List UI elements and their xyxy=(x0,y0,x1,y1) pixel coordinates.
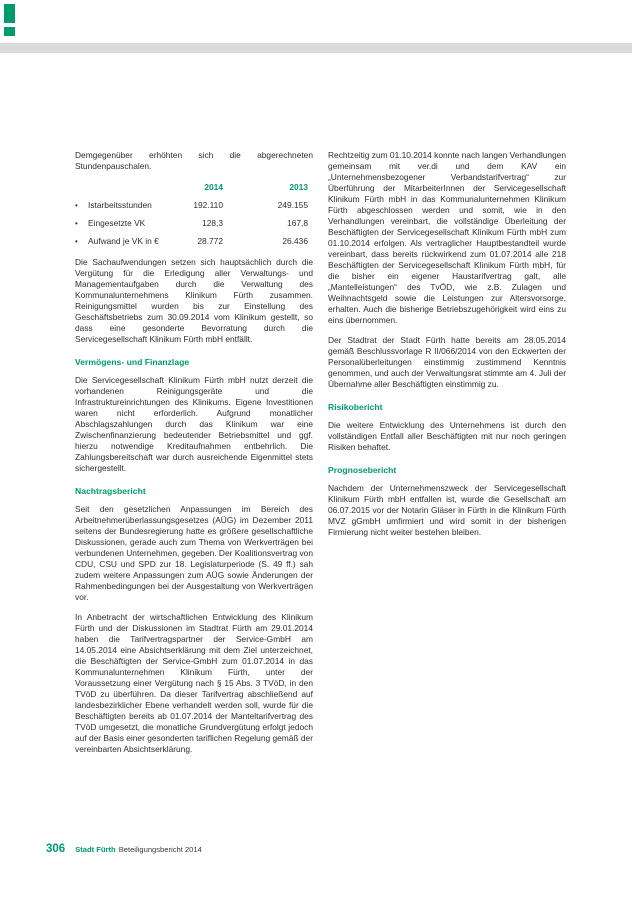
row-value-2014: 192.110 xyxy=(193,200,223,210)
paragraph-nachtrag-2: In Anbetracht der wirtschaftlichen Entwicklung des Klinikum Fürth und der Diskussionen im Stadtrat Fürth am 29.01.2014 haben die Tarifvertragspartner der Service-GmbH am 14.05.2014 eine Absichtserklärung mit dem Ziel unterzeichnet, die Beschäftigten der Service-GmbH zum 01.07.2014 in das Kommunalunternehmen Klinikum Fürth, unter der Voraussetzung einer Vergütung nach § 15 Abs. 3 TVöD, in den TVöD zu überführen. Da dieser Tarifvertrag abschließend auf landesbezirklicher Ebene verhandelt werden soll, wurde für die Beschäftigten bereits ab 01.07.2014 der Manteltarifvertrag des TVöD umgesetzt, die monatliche Grundvergütung erfolgt jedoch auf der Basis einer gesonderten tariflichen Regelung gemäß der vereinbarten Absichtserklärung. xyxy=(75,612,313,754)
footer-report-title: Beteiligungsbericht 2014 xyxy=(118,845,202,854)
section-heading-prognosebericht: Prognosebericht xyxy=(328,465,397,475)
paragraph-prognose: Nachdem der Unternehmenszweck der Servicegesellschaft Klinikum Fürth mbH entfallen ist, wurde die Gesellschaft am 06.07.2015 vor der Notarin Gläser in Fürth in die Klinikum Fürth MVZ gGmbH umfirmiert und wird somit in der bisherigen Firmierung nicht weiter bestehen bleiben. xyxy=(328,483,566,537)
table-col-header-2013: 2013 xyxy=(289,182,308,192)
table-col-header-2014: 2014 xyxy=(204,182,223,192)
row-value-2013: 167,8 xyxy=(287,218,308,228)
paragraph-tarifvertrag: Rechtzeitig zum 01.10.2014 konnte nach langen Verhandlungen gemeinsam mit ver.di und dem KAV ein „Unternehmensbezogener Verbandstarifvertrag“ zur Überführung der MitarbeiterInnen der Servicegesellschaft Klinikum Fürth mbH in das Kommunalunternehmen Klinikum Fürth abgeschlossen werden und somit, wie in den Verhandlungen vereinbart, die vollständige Überleitung der Beschäftigten der Servicegesellschaft Klinikum Fürth mbH zum 01.10.2014 erfolgen. Als vertraglicher Hauptbestandteil wurde vereinbart, dass bereits rückwirkend zum 01.07.2014 alle 218 Beschäftigten der Servicegesellschaft Klinikum Fürth mbH, für die bisher ein eigener Haustarifvertrag galt, alle „Mantelleistungen“ des TvÖD, wie z.B. Zulagen und Weihnachtsgeld sowie die Leistungen zur Altersvorsorge, erhalten. Auch die bisherige Betriebszugehörigkeit wird eins zu eins übernommen. xyxy=(328,150,566,325)
row-value-2014: 128,3 xyxy=(202,218,223,228)
row-label: Aufwand je VK in € xyxy=(88,236,159,246)
table-row xyxy=(75,200,313,211)
table-row xyxy=(75,236,313,247)
paragraph-intro: Demgegenüber erhöhten sich die abgerechneten Stundenpauschalen. xyxy=(75,150,313,171)
row-label: Eingesetzte VK xyxy=(88,218,146,228)
section-heading-risikobericht: Risikobericht xyxy=(328,402,383,412)
bullet-icon: • xyxy=(75,201,78,210)
paragraph-risiko: Die weitere Entwicklung des Unternehmens ist durch den vollständigen Entfall aller Beschäftigten mit nur noch geringen Risiken behaftet. xyxy=(328,420,566,452)
row-value-2013: 249.155 xyxy=(277,200,308,210)
row-value-2013: 26.436 xyxy=(282,236,308,246)
left-text-column xyxy=(75,150,313,755)
paragraph-sachaufwendungen: Die Sachaufwendungen setzen sich hauptsächlich durch die Vergütung für die Erledigung aller Verwaltungs- und Managementaufgaben durch die Verwaltung des Kommunalunternehmens Klinikum Fürth zusammen. Reinigungsmittel wurden bis zur Einstellung des Geschäftsbetriebs zum 30.09.2014 vom Klinikum gestellt, so dass eine gesonderte Bevorratung durch die Servicegesellschaft Klinikum Fürth mbH entfällt. xyxy=(75,257,313,344)
row-label: Istarbeitsstunden xyxy=(88,200,152,210)
corner-mark-icon xyxy=(4,4,15,36)
section-heading-finanzlage: Vermögens- und Finanzlage xyxy=(75,357,190,367)
paragraph-finanzlage: Die Servicegesellschaft Klinikum Fürth mbH nutzt derzeit die vorhandenen Reinigungsgeräte und die Infrastruktureinrichtungen des Klinikums. Eigene Investitionen waren nicht erforderlich. Aufgrund monatlicher Abschlagszahlungen durch das Klinikum war eine Zwischenfinanzierung bedeutender Betriebsmittel und ggf. hierzu notwendige Kreditaufnahmen entbehrlich. Die Zahlungsbereitschaft war durch ausreichende Eigenmittel stets sichergestellt. xyxy=(75,375,313,473)
bullet-icon: • xyxy=(75,219,78,228)
table-row xyxy=(75,218,313,229)
section-heading-nachtragsbericht: Nachtragsbericht xyxy=(75,486,146,496)
row-value-2014: 28.772 xyxy=(197,236,223,246)
top-gray-band xyxy=(0,43,632,53)
hours-comparison-table xyxy=(75,182,313,247)
table-header-row xyxy=(75,182,313,193)
page-footer xyxy=(46,843,202,855)
footer-brand: Stadt Fürth xyxy=(75,845,116,854)
page-number: 306 xyxy=(46,843,66,855)
bullet-icon: • xyxy=(75,237,78,246)
corner-mark-top xyxy=(4,4,15,23)
corner-mark-bottom xyxy=(4,27,15,36)
paragraph-stadtrat: Der Stadtrat der Stadt Fürth hatte bereits am 28.05.2014 gemäß Beschlussvorlage R II/066/2014 von den Eckwerten der Personalüberleitungen einstimmig zustimmend Kenntnis genommen, und auch der Verwaltungsrat stimmte am 4. Juli der Übernahme aller Beschäftigten einstimmig zu. xyxy=(328,335,566,389)
paragraph-nachtrag-1: Seit den gesetzlichen Anpassungen im Bereich des Arbeitnehmerüberlassungsgesetzes (AÜG) im Dezember 2011 seitens der Bundesregierung hatte es größere gesellschaftliche Diskussionen, gerade auch zum Thema von Werkverträgen bei verbundenen Unternehmen, gegeben. Der Koalitionsvertrag von CDU, CSU und SPD zur 18. Legislaturperiode (S. 49 ff.) sah zudem weitere Anpassungen zum AÜG sowie Änderungen der Rahmenbedingungen bei der Ausgestaltung von Werkverträgen vor. xyxy=(75,504,313,602)
right-text-column xyxy=(328,150,566,538)
